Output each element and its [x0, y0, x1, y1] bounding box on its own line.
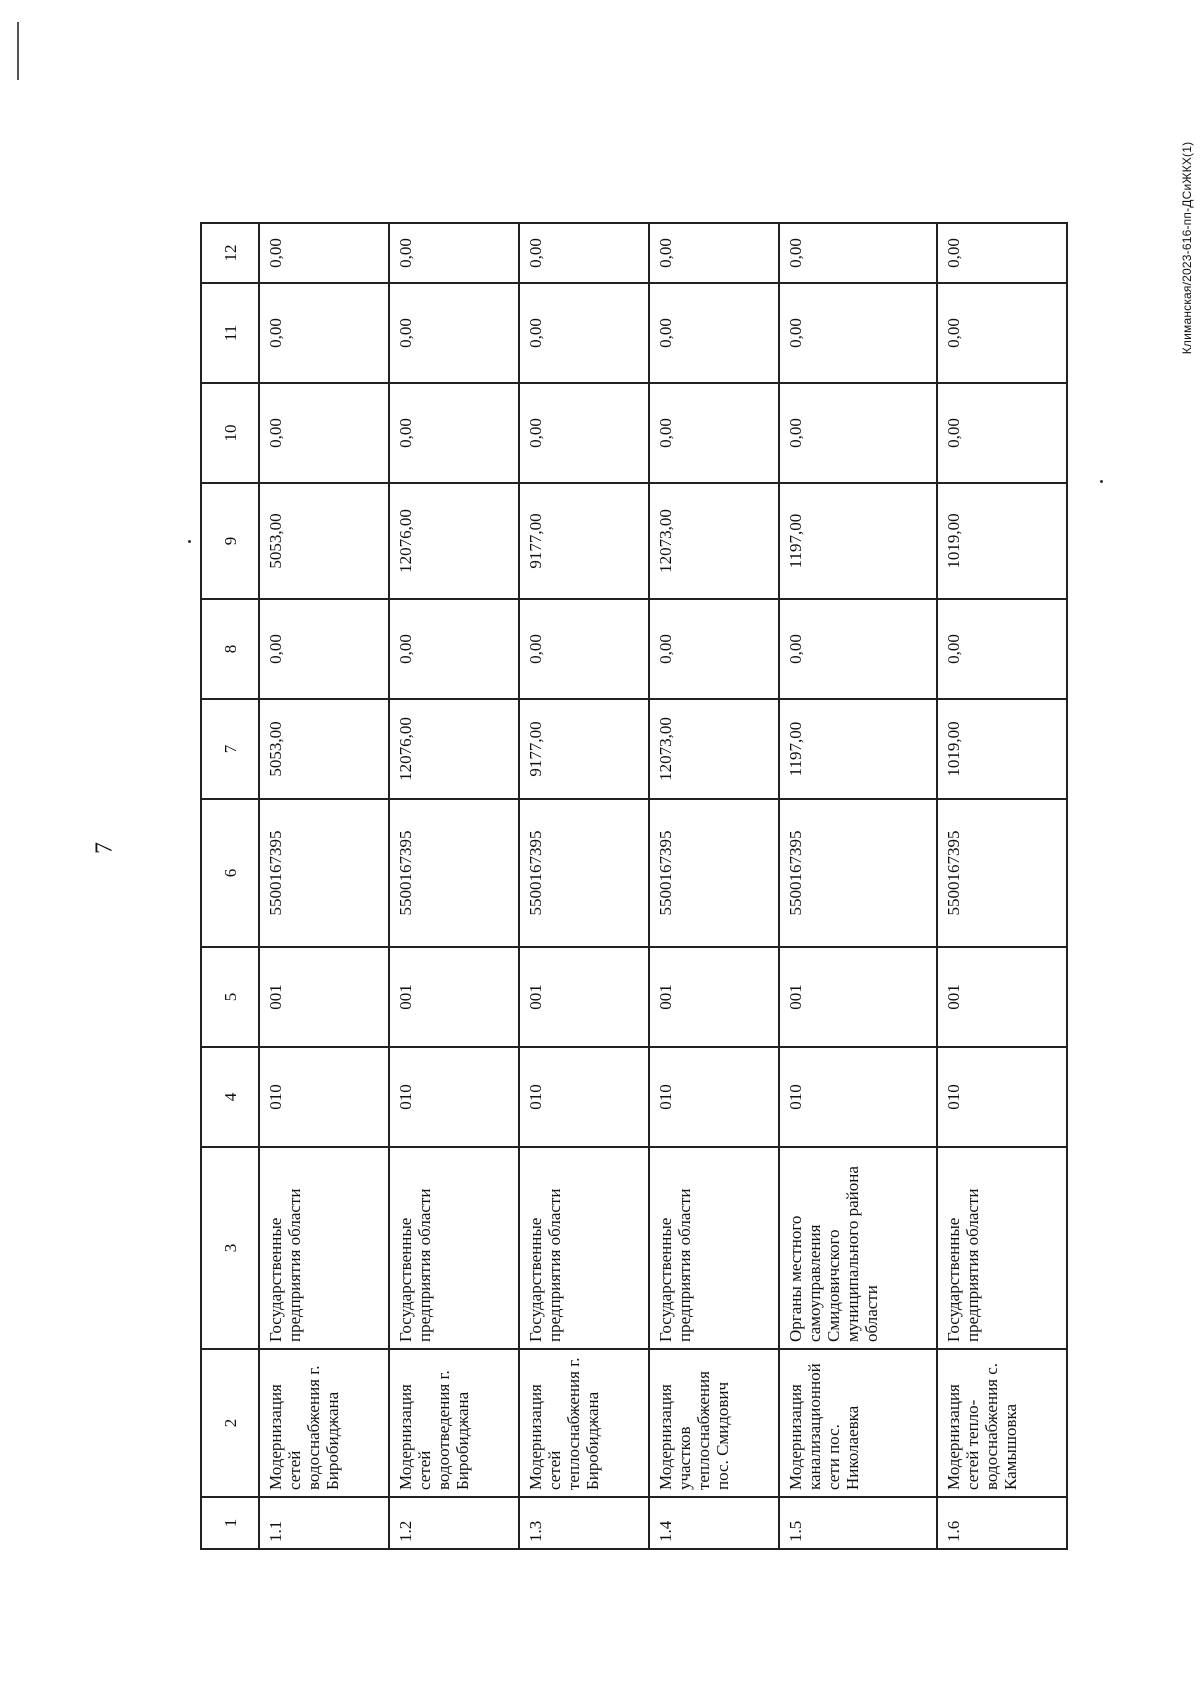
code-cell: 5500167395: [649, 799, 779, 947]
value-cell: 0,00: [259, 223, 389, 283]
code-cell: 010: [519, 1047, 649, 1147]
value-cell: 1197,00: [779, 699, 937, 799]
document-code: Климанская/2023-616-пп-ДСиЖКХ(1): [1180, 141, 1194, 355]
value-cell: 0,00: [519, 283, 649, 383]
code-cell: 010: [389, 1047, 519, 1147]
code-cell: 001: [389, 947, 519, 1047]
row-number-cell: 1.1: [259, 1497, 389, 1549]
measure-name-cell: Модернизация участков теплоснабжения пос. Смидович: [649, 1349, 779, 1497]
value-cell: 12073,00: [649, 483, 779, 599]
value-cell: 0,00: [937, 223, 1067, 283]
value-cell: 0,00: [389, 283, 519, 383]
value-cell: 0,00: [519, 223, 649, 283]
value-cell: 0,00: [779, 599, 937, 699]
value-cell: 0,00: [779, 223, 937, 283]
code-cell: 5500167395: [259, 799, 389, 947]
code-cell: 010: [937, 1047, 1067, 1147]
value-cell: 0,00: [937, 283, 1067, 383]
value-cell: 12076,00: [389, 483, 519, 599]
row-number-cell: 1.4: [649, 1497, 779, 1549]
code-cell: 010: [649, 1047, 779, 1147]
column-header: 11: [201, 283, 259, 383]
row-number-cell: 1.2: [389, 1497, 519, 1549]
value-cell: 5053,00: [259, 699, 389, 799]
code-cell: 001: [937, 947, 1067, 1047]
value-cell: 5053,00: [259, 483, 389, 599]
column-header: 5: [201, 947, 259, 1047]
recipient-cell: Органы местного самоуправления Смидовичского муниципального района области: [779, 1147, 937, 1349]
recipient-cell: Государственные предприятия области: [519, 1147, 649, 1349]
row-number-cell: 1.6: [937, 1497, 1067, 1549]
value-cell: 0,00: [937, 599, 1067, 699]
value-cell: 0,00: [779, 283, 937, 383]
recipient-cell: Государственные предприятия области: [259, 1147, 389, 1349]
value-cell: 0,00: [519, 599, 649, 699]
measure-name-cell: Модернизация сетей водоснабжения г. Биробиджана: [259, 1349, 389, 1497]
measure-name-cell: Модернизация сетей тепло-водоснабжения с. Камышовка: [937, 1349, 1067, 1497]
value-cell: 1197,00: [779, 483, 937, 599]
code-cell: 5500167395: [389, 799, 519, 947]
table-row: [937, 223, 1067, 1549]
code-cell: 001: [519, 947, 649, 1047]
measure-name-cell: Модернизация сетей водоотведения г. Биробиджана: [389, 1349, 519, 1497]
table-header-row: [201, 223, 259, 1549]
page-number: 7: [91, 842, 118, 854]
scan-speck: [1100, 480, 1103, 483]
code-cell: 001: [649, 947, 779, 1047]
value-cell: 9177,00: [519, 483, 649, 599]
column-header: 10: [201, 383, 259, 483]
table-row: [779, 223, 937, 1549]
column-header: 8: [201, 599, 259, 699]
column-header: 3: [201, 1147, 259, 1349]
code-cell: 5500167395: [937, 799, 1067, 947]
recipient-cell: Государственные предприятия области: [937, 1147, 1067, 1349]
code-cell: 001: [259, 947, 389, 1047]
value-cell: 0,00: [389, 599, 519, 699]
table-row: [389, 223, 519, 1549]
value-cell: 0,00: [649, 283, 779, 383]
row-number-cell: 1.3: [519, 1497, 649, 1549]
value-cell: 0,00: [649, 599, 779, 699]
column-header: 7: [201, 699, 259, 799]
recipient-cell: Государственные предприятия области: [649, 1147, 779, 1349]
value-cell: 0,00: [519, 383, 649, 483]
code-cell: 001: [779, 947, 937, 1047]
value-cell: 12076,00: [389, 699, 519, 799]
margin-line: [17, 22, 19, 80]
data-table-container: [200, 224, 1068, 1550]
data-table: [200, 222, 1068, 1550]
row-number-cell: 1.5: [779, 1497, 937, 1549]
value-cell: 0,00: [649, 383, 779, 483]
value-cell: 0,00: [259, 599, 389, 699]
code-cell: 010: [259, 1047, 389, 1147]
table-row: [259, 223, 389, 1549]
code-cell: 5500167395: [519, 799, 649, 947]
column-header: 2: [201, 1349, 259, 1497]
column-header: 1: [201, 1497, 259, 1549]
measure-name-cell: Модернизация сетей теплоснабжения г. Биробиджана: [519, 1349, 649, 1497]
column-header: 9: [201, 483, 259, 599]
value-cell: 0,00: [937, 383, 1067, 483]
recipient-cell: Государственные предприятия области: [389, 1147, 519, 1349]
table-row: [519, 223, 649, 1549]
value-cell: 0,00: [389, 223, 519, 283]
value-cell: 9177,00: [519, 699, 649, 799]
column-header: 6: [201, 799, 259, 947]
table-row: [649, 223, 779, 1549]
value-cell: 0,00: [259, 383, 389, 483]
code-cell: 5500167395: [779, 799, 937, 947]
column-header: 4: [201, 1047, 259, 1147]
value-cell: 1019,00: [937, 483, 1067, 599]
value-cell: 12073,00: [649, 699, 779, 799]
scan-speck: [188, 540, 191, 543]
measure-name-cell: Модернизация канализационной сети пос. Николаевка: [779, 1349, 937, 1497]
value-cell: 0,00: [649, 223, 779, 283]
code-cell: 010: [779, 1047, 937, 1147]
value-cell: 0,00: [389, 383, 519, 483]
value-cell: 1019,00: [937, 699, 1067, 799]
column-header: 12: [201, 223, 259, 283]
value-cell: 0,00: [779, 383, 937, 483]
value-cell: 0,00: [259, 283, 389, 383]
